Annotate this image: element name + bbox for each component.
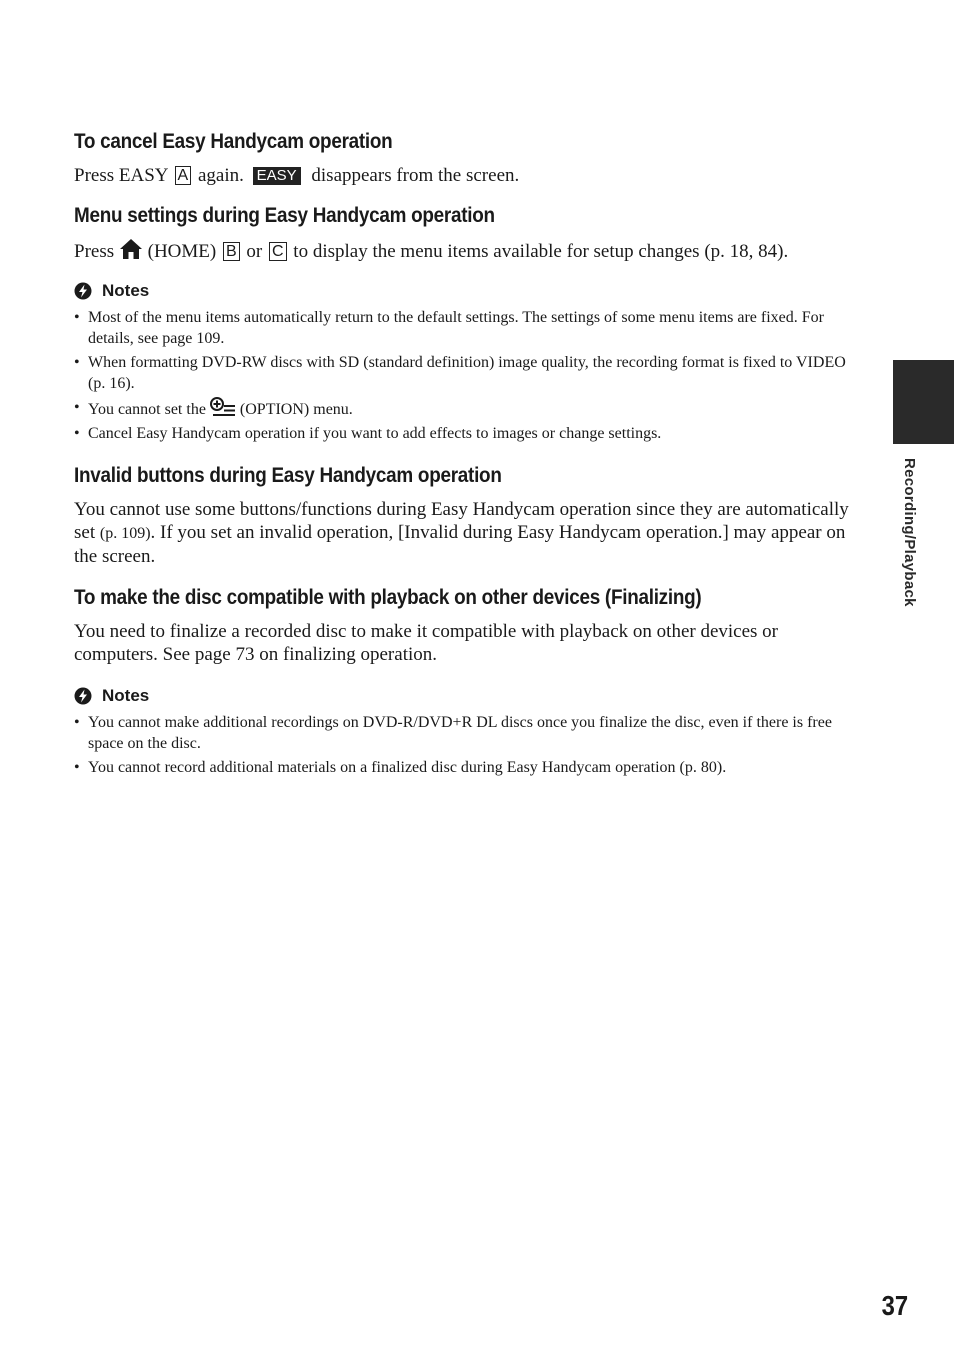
page-content xyxy=(74,130,864,781)
section-tab xyxy=(893,360,954,444)
note-item: • Most of the menu items automatically return to the default settings. The settings of some menu items are fixed. For details, see page 109. xyxy=(74,307,864,349)
note-item: • You cannot record additional materials on a finalized disc during Easy Handycam operation (p. 80). xyxy=(74,757,864,778)
notes-list-2 xyxy=(74,712,864,778)
notes-icon xyxy=(74,687,92,705)
paragraph-menu-settings: Press (HOME) B or C to display the menu items available for setup changes (p. 18, 84). xyxy=(74,238,864,263)
notes-heading-2: Notes xyxy=(74,686,864,706)
heading-menu-settings: Menu settings during Easy Handycam operation xyxy=(74,204,495,227)
note-item: • Cancel Easy Handycam operation if you want to add effects to images or change settings. xyxy=(74,423,864,444)
note-item: • You cannot make additional recordings on DVD-R/DVD+R DL discs once you finalize the disc, even if there is free space on the disc. xyxy=(74,712,864,754)
notes-list-1 xyxy=(74,307,864,444)
section-tab-label: Recording/Playback xyxy=(901,458,918,607)
notes-heading-1: Notes xyxy=(74,281,864,301)
heading-cancel-easy: To cancel Easy Handycam operation xyxy=(74,130,393,153)
heading-invalid-buttons: Invalid buttons during Easy Handycam operation xyxy=(74,464,502,487)
key-label-a: A xyxy=(175,166,192,185)
easy-indicator-badge: EASY xyxy=(253,167,301,185)
page-number: 37 xyxy=(881,1290,908,1321)
option-icon xyxy=(210,397,236,417)
paragraph-cancel-easy: Press EASY A again. EASY disappears from the screen. xyxy=(74,165,520,186)
notes-icon xyxy=(74,282,92,300)
paragraph-invalid-buttons: You cannot use some buttons/functions during Easy Handycam operation since they are automatically set (p. 109). If you set an invalid operation, [Invalid during Easy Handycam operation.] may appear on the screen. xyxy=(74,499,849,567)
home-icon xyxy=(119,238,143,260)
paragraph-finalizing: You need to finalize a recorded disc to make it compatible with playback on other devices or computers. See page 73 on finalizing operation. xyxy=(74,621,779,665)
note-item: • You cannot set the (OPTION) menu. xyxy=(74,397,864,420)
key-label-b: B xyxy=(223,242,240,261)
heading-finalizing: To make the disc compatible with playback on other devices (Finalizing) xyxy=(74,586,702,609)
note-item: • When formatting DVD-RW discs with SD (standard definition) image quality, the recording format is fixed to VIDEO (p. 16). xyxy=(74,352,864,394)
key-label-c: C xyxy=(269,242,287,261)
page-reference: (p. 109) xyxy=(99,525,151,542)
